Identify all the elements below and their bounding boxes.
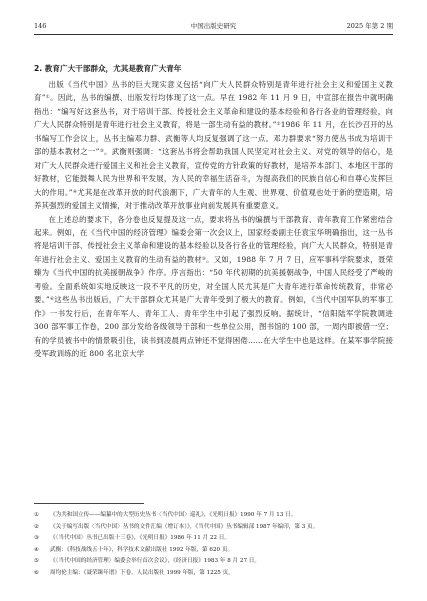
footnote-ref: ④ [72,189,78,195]
footnote-text: 《为共和国立传——编纂中的大型历史丛书〈当代中国〉巡礼》，《光明日报》1990 年 7 月 13 日。 [50,512,297,518]
footnote-mark: ③ [34,535,40,542]
text-run: 这些丛书出版后，广大干部群众尤其是广大青年受到了极大的教育。例如，《当代中国军队的军事工作》一书发行后，在青年军人、青年工人、青年学生中引起了强烈反响。据统计，“信阳陆军学院教调进 300 部军事工作卷，200 部分发给各级领导干部和一些单位公用，图书馆的 100 部，一周内即被借一空；有的学员被书中的情景吸引住，读书到凌晨两点钟还不觉得困倦……在大学生中也是这样。在某军事学院接受军政训练的近 800 名北京大学 [34,295,394,359]
text-run: 尤其是在改革开放的时代浪潮下，广大青年的人生观、世界观、价值观也处于新的塑造期，培养其强烈的爱国主义情操，对于推动改革开放事业向前发展具有重要意义。 [34,187,393,211]
journal-title: 中国出版史研究 [190,22,237,30]
footnote-ref: ⑥ [49,297,55,303]
text-run: 。武衡则强调：“这套丛书将会帮助我国人民坚定对社会主义、对党的领导的信心，是对广大人民群众进行爱国主义和社会主义教育，宣传党的方针政策的好教材，是培养本部门、本地区干部的好教材，它能鼓舞人民为世界和平发展，为人民的幸福生活奋斗，为提高我们的民族自信心和自尊心发挥巨大的作用。” [34,147,393,197]
footnote-mark: ④ [34,546,40,553]
footnote-ref: ③ [99,149,105,155]
footnote-text: 武衡：《科技战线五十年》，科学技术文献出版社 1992 年版，第 620 页。 [50,546,234,553]
issue-label: 2025 年第 2 期 [346,22,393,30]
footnote-2 [34,522,393,534]
text-run: 在上述总的要求下，各分卷也反复提及这一点，要求将丛书的编撰与干部教育、青年教育工作紧密结合起来。例如，在《当代中国的经济管理》编委会第一次会议上，国家经委副主任袁宝华明确指出，这一丛书将是培训干部、传授社会主义革命和建设的基本经验以及各行各业的管理经验，向广大人民群众，特别是青年进行社会主义、爱国主义教育的生动有益的教材 [34,214,393,264]
paragraph-2 [34,213,393,361]
footnote-mark: ② [34,523,40,530]
footnote-6 [34,568,393,580]
footnote-mark: ⑤ [34,558,40,565]
running-header [34,20,393,32]
footnote-mark: ① [34,512,40,518]
footnotes [34,510,393,580]
text-run: 。又如，1988 年 7 月 7 日，应军事科学院要求，聂荣臻为《当代中国的抗美援朝战争》作序。序言指出：“50 年代初期的抗美援朝战争，中国人民经受了严峻的考验。全面系统如实地反映这一段不平凡的历史，对全国人民尤其是广大青年进行革命传统教育，非常必要。” [34,254,394,305]
footnote-5 [34,556,393,568]
footnote-mark: ⑥ [34,569,40,576]
footnote-4 [34,545,393,557]
text-run: 出版《当代中国》丛书的巨大现实意义包括“向广大人民群众特别是青年进行社会主义和爱国主义教育” [34,80,393,103]
footnote-text: 周均伦主编：《聂荣臻年谱》下卷，人民出版社 1999 年版，第 1225 页。 [50,569,234,576]
footnote-text: 《关于编写出版〈当代中国〉丛书的文件汇编（增订本）》，《当代中国》丛书编辑部 1987 年编印，第 3 页。 [50,523,319,530]
footnote-text: 《〈当代中国〉丛书已出版十三卷》，《光明日报》1986 年 11 月 22 日。 [50,535,230,542]
footnote-1 [34,510,393,522]
text-run: 。因此，丛书的编撰、出版发行均体现了这一点。早在 1982 年 11 月 9 日，中宣部在报告中就明确指出：“编写好这套丛书，对于培训干部、传授社会主义革命和建设的基本经验和各行各业的管理经验，向广大人民群众特别是青年进行社会主义教育，将是一部生动有益的教材。” [34,93,393,130]
page-number: 146 [34,22,47,30]
footnote-text: 《〈当代中国的经济管理〉编委会举行首次会议》，《经济日报》1983 年 8 月 27 日。 [50,558,260,565]
section-title: 2. 教育广大干部群众，尤其是教育广大青年 [34,64,182,73]
footnote-rule [34,503,144,504]
text-run: 1986 年 11 月，在长沙召开的丛书编写工作会议上，丛书主编邓力群、武衡等人均反复强调了这一点。邓力群要求“努力使丛书成为培训干部的基本教材之一” [34,120,393,157]
footnote-ref: ② [276,122,281,128]
body-text [34,62,393,361]
footnote-3 [34,533,393,545]
footnote-ref: ① [45,95,51,101]
footnote-ref: ⑤ [201,256,207,262]
paragraph-1 [34,78,393,213]
header-rule [34,34,393,35]
